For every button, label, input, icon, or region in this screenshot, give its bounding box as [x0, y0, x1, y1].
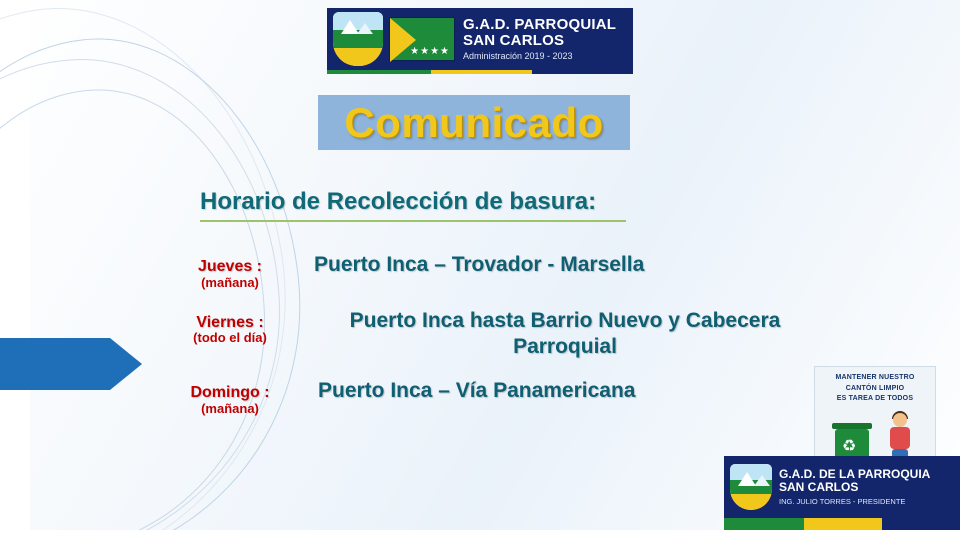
header-logo-underline	[327, 70, 633, 74]
schedule-route: Puerto Inca hasta Barrio Nuevo y Cabecera Parroquial	[349, 308, 781, 359]
footer-logo-text	[779, 468, 930, 506]
page-title: Comunicado	[344, 98, 604, 146]
schedule-day-label: Viernes :	[196, 313, 264, 331]
schedule-day-label: Jueves :	[197, 258, 263, 275]
arrow-accent-tip	[110, 338, 142, 390]
coat-of-arms-icon	[730, 464, 772, 510]
poster-line1: MANTENER NUESTRO	[835, 374, 915, 381]
footer-line3: ING. JULIO TORRES - PRESIDENTE	[779, 496, 906, 506]
schedule-day-detail: (mañana)	[201, 274, 259, 290]
poster-line3: ES TAREA DE TODOS	[836, 395, 914, 402]
bottom-white-strip	[0, 530, 960, 540]
schedule-row	[160, 378, 920, 416]
footer-line1: G.A.D. DE LA PARROQUIA	[779, 467, 931, 482]
header-logo-text	[463, 17, 616, 61]
header-logo-subtitle: Administración 2019 - 2023	[463, 50, 573, 61]
poster-line2: CANTÓN LIMPIO	[845, 384, 905, 392]
header-logo-bar	[327, 8, 633, 70]
schedule-route: Puerto Inca – Vía Panamericana	[318, 379, 636, 403]
footer-color-stripes	[724, 518, 960, 530]
schedule-day-detail: (mañana)	[201, 400, 259, 416]
schedule-day	[160, 378, 300, 416]
header-logo-line2: SAN CARLOS	[463, 31, 565, 49]
schedule-day	[160, 252, 300, 290]
footer-logo-bar	[724, 456, 960, 518]
header-logo-line1: G.A.D. PARROQUIAL	[463, 16, 617, 34]
schedule-day	[160, 308, 300, 346]
subtitle-underline	[200, 220, 626, 222]
schedule-list	[160, 252, 920, 434]
parish-flag-icon	[389, 17, 455, 61]
schedule-row	[160, 252, 920, 290]
recycle-symbol-icon: ♻	[842, 437, 857, 455]
title-banner	[318, 95, 630, 150]
footer-line2: SAN CARLOS	[779, 480, 859, 495]
schedule-day-label: Domingo :	[190, 384, 270, 402]
schedule-day-detail: (todo el día)	[193, 330, 267, 346]
subtitle: Horario de Recolección de basura:	[200, 188, 597, 215]
schedule-row	[160, 308, 920, 361]
coat-of-arms-icon	[333, 12, 383, 66]
schedule-route: Puerto Inca – Trovador - Marsella	[314, 253, 645, 276]
arrow-accent-body	[0, 338, 110, 390]
flag-stars: ★★★★	[410, 46, 450, 57]
